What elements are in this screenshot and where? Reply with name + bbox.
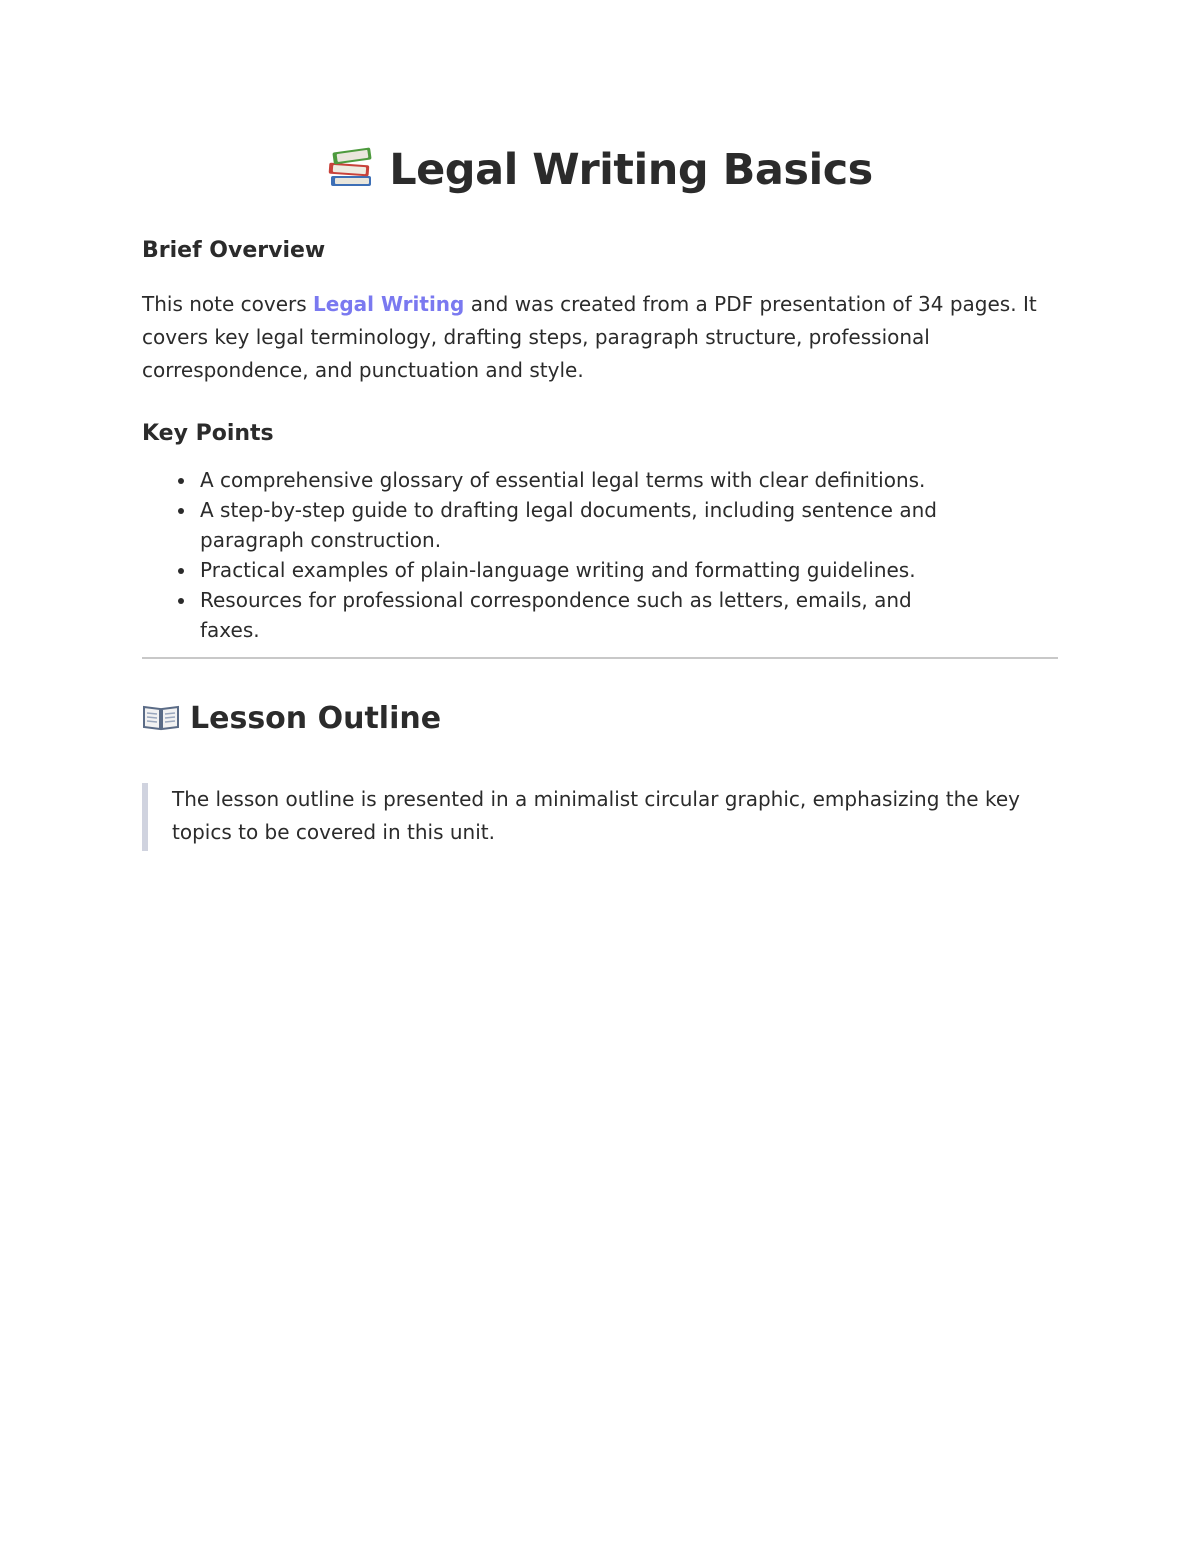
key-points-heading: Key Points [142,421,274,446]
list-item: Resources for professional correspondence such as letters, emails, and faxes. [178,585,960,645]
section-divider [142,657,1058,659]
lesson-outline-heading [142,699,1058,739]
overview-prefix: This note covers [142,292,314,316]
lesson-outline-quote: The lesson outline is presented in a minimalist circular graphic, emphasizing the key topics to be covered in this unit. [142,783,1058,851]
list-item: Practical examples of plain-language writing and formatting guidelines. [178,555,960,585]
overview-suffix: and was created from a PDF presentation of 34 pages. It covers key legal terminology, drafting steps, paragraph structure, professional correspondence, and punctuation and style. [142,292,1037,382]
legal-writing-link[interactable]: Legal Writing [313,292,465,316]
overview-paragraph [142,288,1042,387]
list-item: A comprehensive glossary of essential legal terms with clear definitions. [178,465,960,495]
key-points-list [142,465,1058,645]
books-icon [327,144,375,190]
note-content [142,140,1058,851]
open-book-icon [142,703,180,731]
page-title [142,140,1058,200]
list-item: A step-by-step guide to drafting legal documents, including sentence and paragraph construction. [178,495,960,555]
overview-heading: Brief Overview [142,238,326,263]
lesson-outline-heading-text: Lesson Outline [190,701,442,736]
page-title-text: Legal Writing Basics [389,145,873,195]
